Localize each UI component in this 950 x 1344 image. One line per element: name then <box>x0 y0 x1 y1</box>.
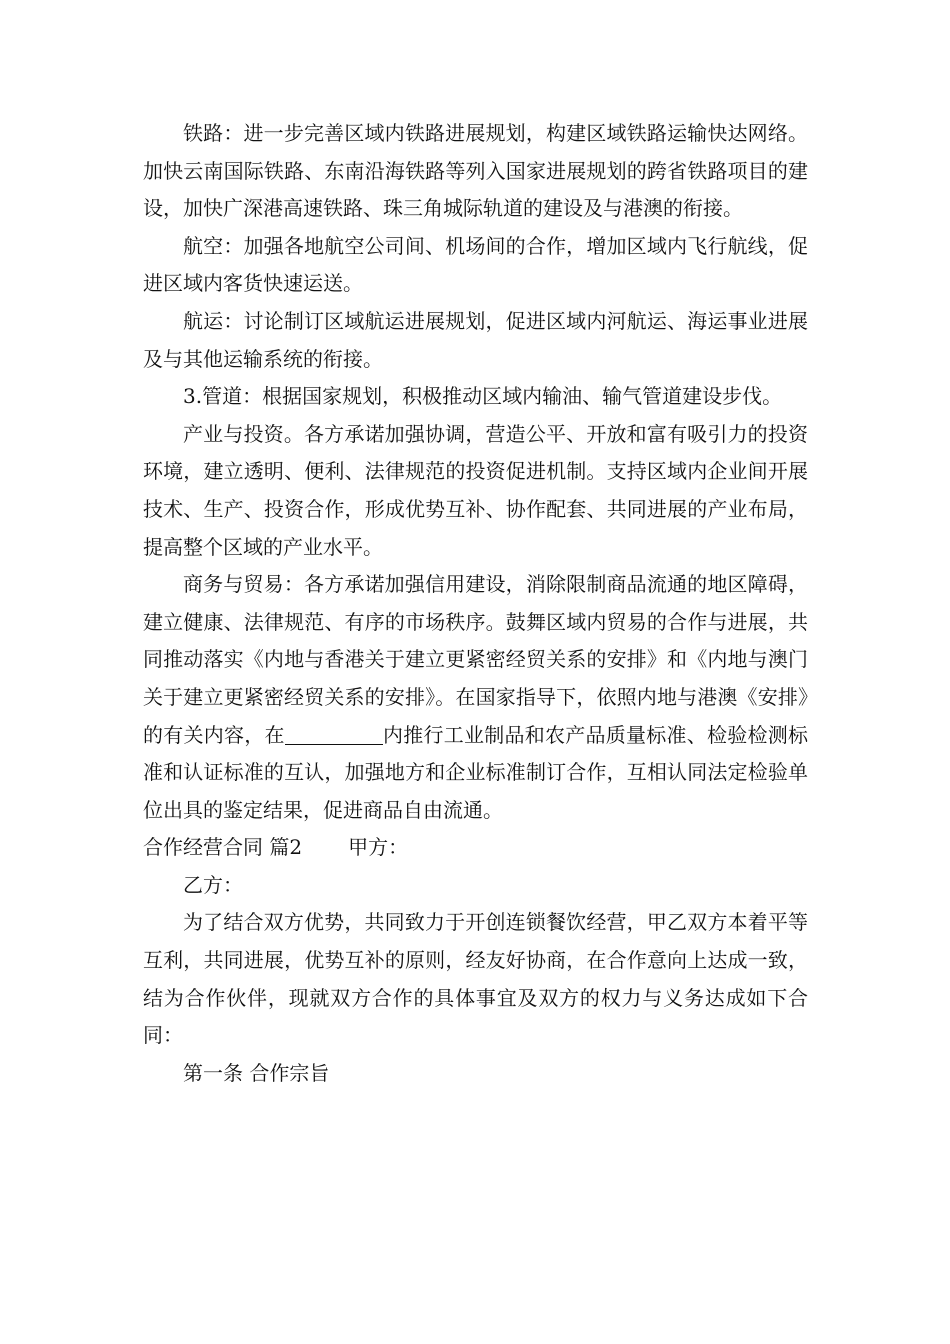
party-a-label: 甲方： <box>348 835 409 860</box>
paragraph-contract-intro: 为了结合双方优势，共同致力于开创连锁餐饮经营，甲乙双方本着平等互利，共同进展，优势互补的原则，经友好协商，在合作意向上达成一致，结为合作伙伴，现就双方合作的具体事宜及双方的权力与义务达成如下合同： <box>143 910 808 1048</box>
paragraph-pipeline: 3.管道：根据国家规划，积极推动区域内输油、输气管道建设步伐。 <box>183 384 783 409</box>
fill-in-blank <box>285 724 383 745</box>
section2-heading <box>143 829 808 867</box>
article-1-heading: 第一条 合作宗旨 <box>183 1060 330 1085</box>
paragraph-shipping: 航运：讨论制订区域航运进展规划，促进区域内河航运、海运事业进展及与其他运输系统的衔接。 <box>143 308 808 371</box>
paragraph-aviation: 航空：加强各地航空公司间、机场间的合作，增加区域内飞行航线，促进区域内客货快速运送。 <box>143 233 808 296</box>
section2-title: 合作经营合同 篇2 <box>143 835 303 860</box>
paragraph-commerce-trade <box>143 566 808 829</box>
paragraph-industry-investment: 产业与投资。各方承诺加强协调，营造公平、开放和富有吸引力的投资环境，建立透明、便利、法律规范的投资促进机制。支持区域内企业间开展技术、生产、投资合作，形成优势互补、协作配套、共同进展的产业布局，提高整个区域的产业水平。 <box>143 421 808 559</box>
party-b-label: 乙方： <box>183 872 243 897</box>
paragraph-railway: 铁路：进一步完善区域内铁路进展规划，构建区域铁路运输快达网络。加快云南国际铁路、东南沿海铁路等列入国家进展规划的跨省铁路项目的建设，加快广深港高速铁路、珠三角城际轨道的建设及与港澳的衔接。 <box>143 121 808 221</box>
document-page <box>143 115 808 1092</box>
commerce-text-before-blank: 商务与贸易：各方承诺加强信用建设，消除限制商品流通的地区障碍，建立健康、法律规范、有序的市场秩序。鼓舞区域内贸易的合作与进展，共同推动落实《内地与香港关于建立更紧密经贸关系的安排》和《内地与澳门关于建立更紧密经贸关系的安排》。在国家指导下，依照内地与港澳《安排》的有关内容，在 <box>143 572 808 747</box>
commerce-text-after-blank: 内推行工业制品和农产品质量标准、检验检测标准和认证标准的互认，加强地方和企业标准制订合作，互相认同法定检验单位出具的鉴定结果，促进商品自由流通。 <box>143 722 808 822</box>
